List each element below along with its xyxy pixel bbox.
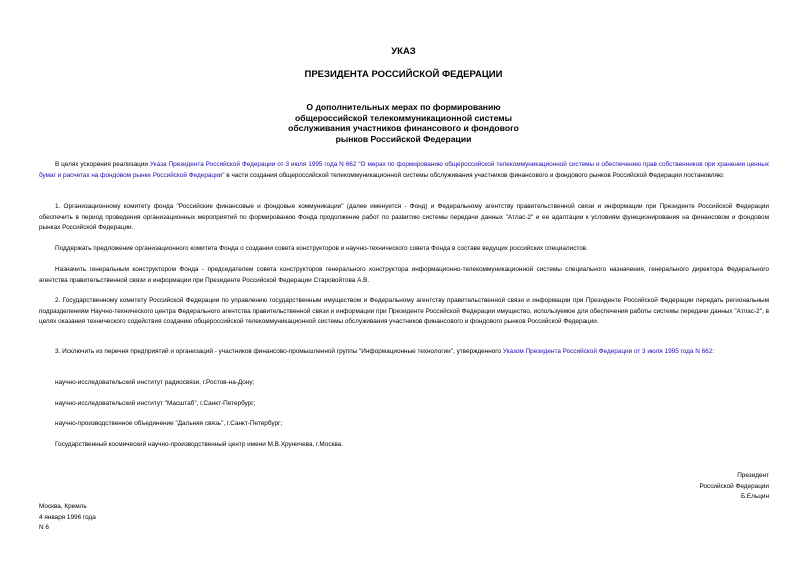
title-line: общероссийской телекоммуникационной системы [295,112,512,123]
paragraph-1: 1. Организационному комитету фонда "Российские финансовые и фондовые коммуникации" (далее именуется - Фонд) и Федеральному агентству правительственной связи и информации при Президенте Российской Федерации обеспечить в период проведения организационных мероприятий по формированию Фонда продолжение работ по развитию системы передачи данных "Атлас-2" и ее адаптации к условиям функционирования на финансовом и фондовом рынках Российской Федерации. [39,203,769,231]
title-line: обслуживания участников финансового и фондового [288,123,519,133]
decree-type-heading: УКАЗ [391,46,416,57]
issue-details [39,502,239,534]
paragraph-1-appoint: Назначить генеральным конструктором Фонда - председателем совета конструкторов генерального конструктора информационно-телекоммуникационной системы специального назначения, генерального директора Федерального агентства правительственной связи и информации при Президенте Российской Федерации Старовойтова А.В. [39,266,769,284]
list-item: научно-исследовательский институт "Масштаб", г.Санкт-Петербург; [55,400,256,407]
paragraph-3-text-post: : [712,348,715,355]
paragraph-2: 2. Государственному комитету Российской Федерации по управлению государственным имуществом и Федеральному агентству правительственной связи и информации при Президенте Российской Федерации передать региональным подразделениям Научно-технического центра Федерального агентства правительственной связи и информации при Президенте Российской Федерации имущество, используемое для обеспечения работы системы передачи данных "Атлас-2", в целях оказания технического содействия созданию общероссийской телекоммуникационной системы обслуживания участников финансового и фондового рынков Российской Федерации. [39,297,769,325]
paragraph-3-text-pre: 3. Исключить из перечня предприятий и организаций - участников финансово-промышленной группы "Информационные технологии", утвержденного [55,348,503,355]
paragraph-1-support: Поддержать предложение организационного комитета Фонда о создании совета конструкторов и научно-технического совета Фонда в составе ведущих российских специалистов. [55,245,588,252]
decree-title [250,102,557,144]
paragraph-3 [39,347,769,358]
list-item: Государственный космический научно-производственный центр имени М.В.Хруничева, г.Москва. [55,441,343,448]
signature-title: Российской Федерации [699,482,769,490]
signature-block [569,471,769,503]
decree-662-link-2[interactable]: Указом Президента Российской Федерации от 3 июля 1995 года N 662 [502,348,713,355]
issue-place: Москва, Кремль [39,503,87,510]
title-line: О дополнительных мерах по формированию [306,102,501,112]
decree-662-link[interactable]: Указа Президента Российской Федерации от 3 июля 1995 года N 662 "О мерах по формированию общероссийской телекоммуникационной системы и обеспечению прав собственников при хранении ценных бумаг и расчетах на фондовом рынке Российской Федерации" [39,161,769,179]
signature-name: Б.Ельцин [740,493,769,500]
list-item: научно-исследовательский институт радиосвязи, г.Ростов-на-Дону; [55,379,255,386]
list-item: научно-производственное объединение "Дальняя связь", г.Санкт-Петербург; [55,420,283,427]
signature-title: Президент [737,472,769,479]
intro-text-post: в части создания общероссийской телекоммуникационной системы обслуживания участников финансового и фондового рынков Российской Федерации постановляю: [224,171,725,179]
intro-text-pre: В целях ускорения реализации [55,161,150,168]
intro-paragraph [39,160,769,181]
issuer-heading: ПРЕЗИДЕНТА РОССИЙСКОЙ ФЕДЕРАЦИИ [304,69,503,80]
issue-date: 4 января 1996 года [39,513,96,521]
title-line: рынков Российской Федерации [335,133,472,144]
issue-number: N 6 [39,524,49,531]
